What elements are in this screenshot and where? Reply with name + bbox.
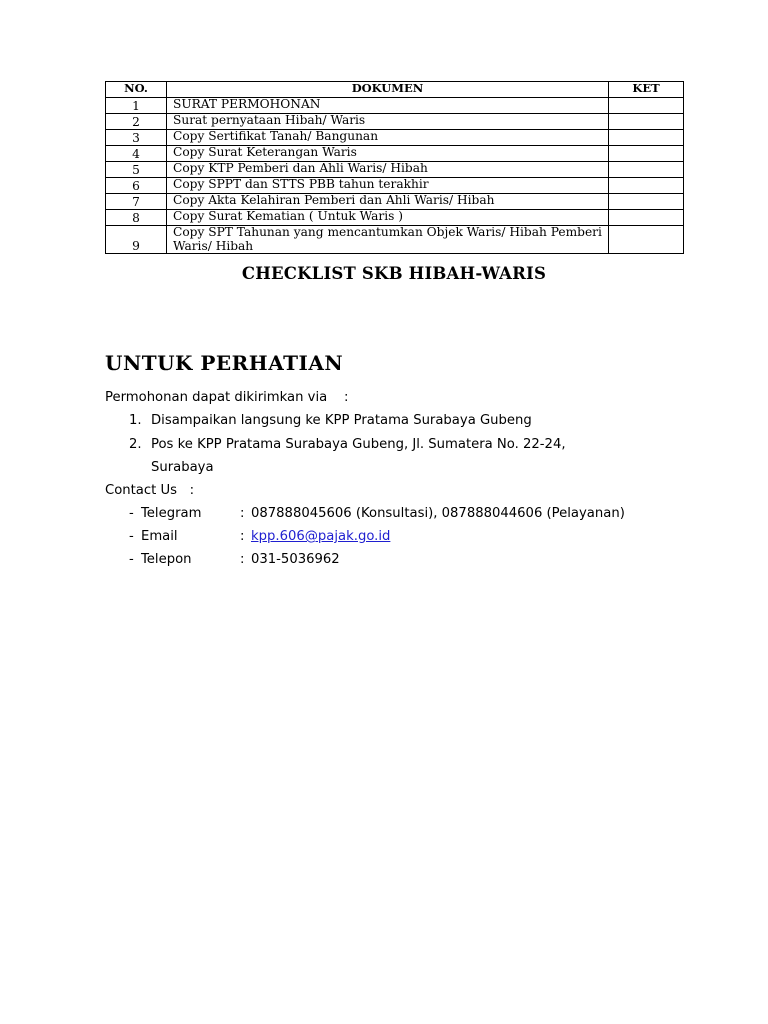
header-document: DOKUMEN — [167, 82, 609, 98]
row-number: 4 — [106, 146, 167, 162]
contact-value-telepon: 031-5036962 — [251, 552, 340, 567]
row-number: 5 — [106, 162, 167, 178]
row-ket — [609, 98, 684, 114]
row-number: 2 — [106, 114, 167, 130]
contact-dash: - — [129, 529, 134, 544]
contact-separator: : — [240, 506, 245, 521]
table-row — [106, 98, 684, 114]
row-number: 6 — [106, 178, 167, 194]
method-number: 1. — [129, 413, 142, 428]
row-document: SURAT PERMOHONAN — [167, 98, 609, 114]
notice-intro: Permohonan dapat dikirimkan via : — [105, 390, 349, 405]
row-ket — [609, 130, 684, 146]
method-number: 2. — [129, 437, 142, 452]
row-document: Copy Surat Kematian ( Untuk Waris ) — [167, 210, 609, 226]
row-document: Copy SPT Tahunan yang mencantumkan Objek Waris/ Hibah Pemberi Waris/ Hibah — [167, 226, 609, 254]
row-document: Copy SPPT dan STTS PBB tahun terakhir — [167, 178, 609, 194]
contact-label-telegram: Telegram — [141, 506, 202, 521]
row-ket — [609, 162, 684, 178]
contact-dash: - — [129, 506, 134, 521]
row-ket — [609, 194, 684, 210]
row-ket — [609, 146, 684, 162]
contact-separator: : — [240, 552, 245, 567]
table-header-row — [106, 82, 684, 98]
header-ket: KET — [609, 82, 684, 98]
row-ket — [609, 226, 684, 254]
email-link[interactable]: kpp.606@pajak.go.id — [251, 529, 391, 544]
method-text: Pos ke KPP Pratama Surabaya Gubeng, Jl. Sumatera No. 22-24, — [151, 437, 566, 452]
row-number: 7 — [106, 194, 167, 210]
checklist-table — [105, 81, 684, 254]
contact-label: Contact Us : — [105, 483, 195, 498]
table-row — [106, 178, 684, 194]
contact-label-telepon: Telepon — [141, 552, 192, 567]
row-number: 8 — [106, 210, 167, 226]
header-no: NO. — [106, 82, 167, 98]
row-document: Copy Surat Keterangan Waris — [167, 146, 609, 162]
row-document: Copy Sertifikat Tanah/ Bangunan — [167, 130, 609, 146]
row-document: Copy Akta Kelahiran Pemberi dan Ahli Waris/ Hibah — [167, 194, 609, 210]
row-document: Copy KTP Pemberi dan Ahli Waris/ Hibah — [167, 162, 609, 178]
row-ket — [609, 178, 684, 194]
table-row — [106, 114, 684, 130]
row-number: 9 — [106, 226, 167, 254]
contact-label-email: Email — [141, 529, 178, 544]
method-text: Disampaikan langsung ke KPP Pratama Surabaya Gubeng — [151, 413, 532, 428]
notice-heading: UNTUK PERHATIAN — [105, 351, 344, 375]
table-row — [106, 162, 684, 178]
table-row — [106, 146, 684, 162]
table-row — [106, 226, 684, 254]
contact-separator: : — [240, 529, 245, 544]
row-ket — [609, 114, 684, 130]
row-number: 1 — [106, 98, 167, 114]
table-row — [106, 210, 684, 226]
contact-dash: - — [129, 552, 134, 567]
row-ket — [609, 210, 684, 226]
table-row — [106, 130, 684, 146]
method-text-continuation: Surabaya — [151, 460, 214, 475]
checklist-title: CHECKLIST SKB HIBAH-WARIS — [241, 264, 547, 283]
row-number: 3 — [106, 130, 167, 146]
contact-value-telegram: 087888045606 (Konsultasi), 087888044606 (Pelayanan) — [251, 506, 625, 521]
table-row — [106, 194, 684, 210]
row-document: Surat pernyataan Hibah/ Waris — [167, 114, 609, 130]
